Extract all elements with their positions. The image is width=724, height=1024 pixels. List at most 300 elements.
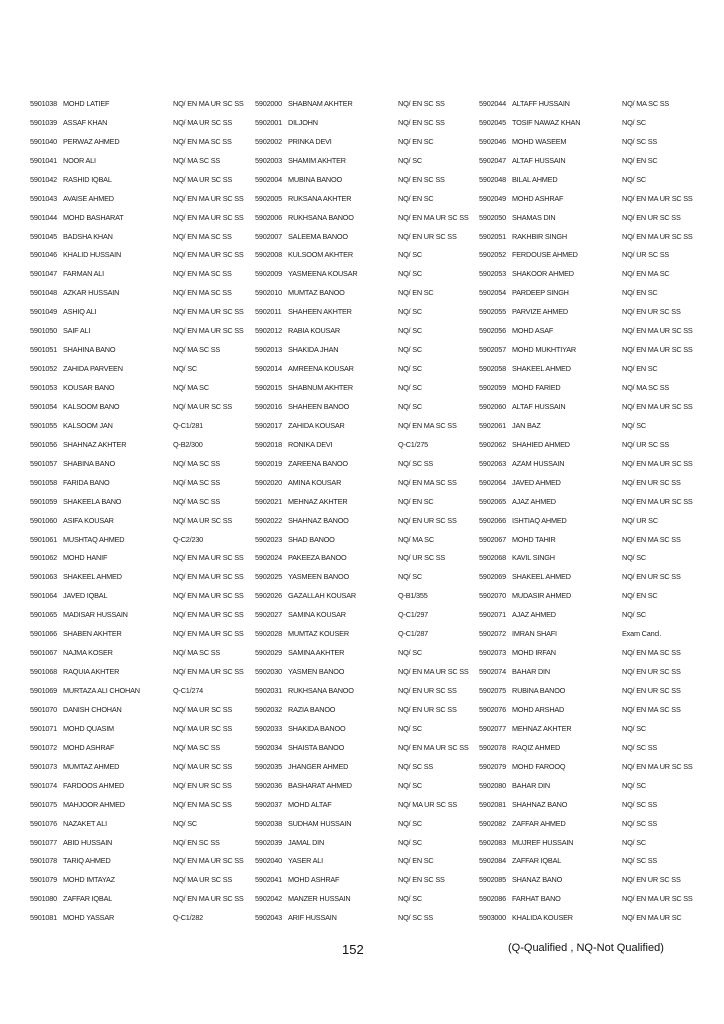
candidate-name: KHALID HUSSAIN (63, 250, 122, 260)
table-row (255, 283, 478, 302)
table-row (255, 624, 478, 643)
table-row (255, 530, 478, 549)
candidate-name: ZAFFAR IQBAL (512, 856, 562, 866)
table-row (255, 302, 478, 321)
candidate-name: KOUSAR BANO (63, 383, 115, 393)
candidate-name: SHAKIDA BANOO (288, 723, 346, 733)
result-status: NQ/ SC (398, 155, 422, 165)
table-row (255, 814, 478, 833)
result-status: NQ/ UR SC (622, 515, 658, 525)
result-status: NQ/ SC SS (398, 761, 434, 771)
table-row (30, 719, 253, 738)
candidate-name: NAZAKET ALI (63, 818, 107, 828)
roll-number: 5902070 (479, 591, 507, 601)
candidate-name: MOHD YASSAR (63, 913, 115, 923)
table-row (479, 567, 702, 586)
candidate-name: ASHIQ ALI (63, 307, 97, 317)
table-row (255, 738, 478, 757)
result-status: NQ/ EN MA SC (622, 269, 670, 279)
result-status: NQ/ SC (622, 780, 646, 790)
candidate-name: ASSAF KHAN (63, 117, 108, 127)
roll-number: 5901072 (30, 742, 58, 752)
candidate-name: BILAL AHMED (512, 174, 558, 184)
table-row (479, 662, 702, 681)
result-status: NQ/ EN MA UR SC SS (173, 98, 244, 108)
candidate-name: DILJOHN (288, 117, 318, 127)
candidate-name: SHAKEEL AHMED (512, 572, 571, 582)
result-status: NQ/ SC SS (622, 799, 658, 809)
table-row (30, 321, 253, 340)
roll-number: 5902040 (255, 856, 283, 866)
roll-number: 5901047 (30, 269, 58, 279)
roll-number: 5902004 (255, 174, 283, 184)
roll-number: 5902027 (255, 610, 283, 620)
candidate-name: RUBINA BANOO (512, 686, 566, 696)
candidate-name: SAMINA AKHTER (288, 648, 345, 658)
table-row (479, 492, 702, 511)
roll-number: 5901044 (30, 212, 58, 222)
result-status: NQ/ MA UR SC SS (173, 174, 233, 184)
roll-number: 5902000 (255, 98, 283, 108)
table-row (30, 643, 253, 662)
table-row (30, 492, 253, 511)
candidate-name: JAMAL DIN (288, 837, 325, 847)
table-row (479, 549, 702, 568)
result-status: NQ/ EN SC (622, 591, 658, 601)
candidate-name: SHAKEELA BANO (63, 496, 122, 506)
table-row (479, 132, 702, 151)
table-row (30, 530, 253, 549)
table-row (30, 757, 253, 776)
roll-number: 5902073 (479, 648, 507, 658)
table-row (255, 567, 478, 586)
roll-number: 5902083 (479, 837, 507, 847)
candidate-name: FARHAT BANO (512, 894, 561, 904)
table-row (255, 833, 478, 852)
candidate-name: FARIDA BANO (63, 477, 110, 487)
result-status: NQ/ EN UR SC SS (398, 231, 457, 241)
result-status: NQ/ EN SC (398, 193, 434, 203)
roll-number: 5902015 (255, 383, 283, 393)
table-row (255, 870, 478, 889)
candidate-name: RAZIA BANOO (288, 704, 336, 714)
result-status: NQ/ UR SC SS (622, 439, 670, 449)
result-status: NQ/ EN MA UR SC SS (622, 401, 693, 411)
candidate-name: TARIQ AHMED (63, 856, 111, 866)
result-column-3 (479, 94, 702, 927)
table-row (479, 719, 702, 738)
roll-number: 5902038 (255, 818, 283, 828)
result-status: NQ/ EN UR SC SS (622, 667, 681, 677)
result-status: NQ/ EN MA UR SC SS (173, 326, 244, 336)
table-row (255, 643, 478, 662)
result-status: NQ/ MA UR SC SS (173, 875, 233, 885)
result-status: NQ/ EN SC SS (173, 837, 220, 847)
table-row (479, 833, 702, 852)
result-status: NQ/ SC (398, 894, 422, 904)
candidate-name: SHABNAM AKHTER (288, 98, 353, 108)
roll-number: 5902003 (255, 155, 283, 165)
roll-number: 5901065 (30, 610, 58, 620)
table-row (30, 889, 253, 908)
roll-number: 5902057 (479, 345, 507, 355)
result-status: NQ/ UR SC SS (398, 553, 446, 563)
candidate-name: MUSHTAQ AHMED (63, 534, 125, 544)
candidate-name: MURTAZA ALI CHOHAN (63, 686, 140, 696)
roll-number: 5902080 (479, 780, 507, 790)
table-row (479, 643, 702, 662)
table-row (255, 908, 478, 927)
roll-number: 5902086 (479, 894, 507, 904)
result-column-1 (30, 94, 253, 927)
roll-number: 5903000 (479, 913, 507, 923)
candidate-name: SAIF ALI (63, 326, 91, 336)
candidate-name: PERWAZ AHMED (63, 136, 120, 146)
candidate-name: MOHD ARSHAD (512, 704, 565, 714)
candidate-name: TOSIF NAWAZ KHAN (512, 117, 581, 127)
roll-number: 5902033 (255, 723, 283, 733)
table-row (479, 454, 702, 473)
candidate-name: RAQUIA AKHTER (63, 667, 120, 677)
candidate-name: PARVIZE AHMED (512, 307, 568, 317)
table-row (479, 889, 702, 908)
roll-number: 5902039 (255, 837, 283, 847)
table-row (30, 151, 253, 170)
candidate-name: IMRAN SHAFI (512, 629, 557, 639)
result-status: NQ/ MA SC SS (173, 496, 221, 506)
roll-number: 5902036 (255, 780, 283, 790)
candidate-name: YASMEN BANOO (288, 667, 345, 677)
table-row (30, 435, 253, 454)
table-row (479, 94, 702, 113)
roll-number: 5901063 (30, 572, 58, 582)
table-row (255, 549, 478, 568)
roll-number: 5902076 (479, 704, 507, 714)
candidate-name: RAQIZ AHMED (512, 742, 561, 752)
table-row (479, 814, 702, 833)
result-status: NQ/ MA UR SC SS (173, 704, 233, 714)
candidate-name: SHABEN AKHTER (63, 629, 122, 639)
roll-number: 5902014 (255, 364, 283, 374)
candidate-name: MEHNAZ AKHTER (512, 723, 572, 733)
table-row (479, 738, 702, 757)
result-status: NQ/ SC (622, 420, 646, 430)
table-row (255, 227, 478, 246)
result-status: NQ/ UR SC SS (622, 250, 670, 260)
table-row (30, 227, 253, 246)
result-status: Q-C1/282 (173, 913, 204, 923)
table-row (30, 814, 253, 833)
roll-number: 5902065 (479, 496, 507, 506)
candidate-name: SHABNUM AKHTER (288, 383, 353, 393)
result-status: NQ/ EN UR SC SS (173, 780, 232, 790)
candidate-name: AJAZ AHMED (512, 610, 556, 620)
result-status: NQ/ EN UR SC SS (398, 686, 457, 696)
table-row (479, 283, 702, 302)
result-status: NQ/ EN SC (398, 288, 434, 298)
roll-number: 5902075 (479, 686, 507, 696)
roll-number: 5902013 (255, 345, 283, 355)
candidate-name: MOHD HANIF (63, 553, 108, 563)
candidate-name: DANISH CHOHAN (63, 704, 122, 714)
candidate-name: NOOR ALI (63, 155, 96, 165)
candidate-name: MOHD IRFAN (512, 648, 556, 658)
candidate-name: BAHAR DIN (512, 780, 550, 790)
table-row (255, 340, 478, 359)
candidate-name: ZAFFAR AHMED (512, 818, 566, 828)
roll-number: 5902008 (255, 250, 283, 260)
result-status: NQ/ EN UR SC SS (622, 212, 681, 222)
roll-number: 5902066 (479, 515, 507, 525)
result-status: NQ/ EN MA SC SS (173, 288, 232, 298)
table-row (30, 567, 253, 586)
table-row (479, 530, 702, 549)
table-row (255, 605, 478, 624)
candidate-name: YASER ALI (288, 856, 323, 866)
result-status: Q-C1/274 (173, 686, 204, 696)
result-status: NQ/ SC (398, 723, 422, 733)
table-row (479, 208, 702, 227)
candidate-name: SHAHEEN AKHTER (288, 307, 352, 317)
candidate-name: SALEEMA BANOO (288, 231, 348, 241)
roll-number: 5901051 (30, 345, 58, 355)
roll-number: 5902025 (255, 572, 283, 582)
roll-number: 5902074 (479, 667, 507, 677)
candidate-name: MOHD ASAF (512, 326, 554, 336)
candidate-name: SUDHAM HUSSAIN (288, 818, 352, 828)
result-status: Q-C1/275 (398, 439, 429, 449)
table-row (479, 473, 702, 492)
result-status: NQ/ EN MA UR SC SS (173, 856, 244, 866)
result-status: NQ/ EN MA UR SC SS (622, 231, 693, 241)
candidate-name: JAVED IQBAL (63, 591, 108, 601)
result-status: NQ/ MA UR SC SS (398, 799, 458, 809)
table-row (30, 302, 253, 321)
table-row (479, 908, 702, 927)
table-row (30, 549, 253, 568)
roll-number: 5902044 (479, 98, 507, 108)
result-status: NQ/ SC SS (622, 818, 658, 828)
candidate-name: AMINA KOUSAR (288, 477, 342, 487)
result-status: NQ/ EN MA UR SC SS (173, 212, 244, 222)
legend-note: (Q-Qualified , NQ-Not Qualified) (508, 942, 664, 954)
candidate-name: RUKSANA AKHTER (288, 193, 352, 203)
result-status: NQ/ EN MA UR SC SS (622, 761, 693, 771)
result-status: NQ/ EN MA SC SS (398, 420, 457, 430)
table-row (255, 359, 478, 378)
candidate-name: JAN BAZ (512, 420, 541, 430)
roll-number: 5901067 (30, 648, 58, 658)
candidate-name: MEHNAZ AKHTER (288, 496, 348, 506)
table-row (30, 852, 253, 871)
result-status: NQ/ SC (622, 117, 646, 127)
result-status: NQ/ EN SC (398, 496, 434, 506)
result-status: NQ/ SC (622, 174, 646, 184)
result-status: NQ/ SC (398, 572, 422, 582)
roll-number: 5902051 (479, 231, 507, 241)
result-status: NQ/ SC (398, 818, 422, 828)
result-status: NQ/ MA UR SC SS (173, 761, 233, 771)
result-column-2 (255, 94, 478, 927)
roll-number: 5902043 (255, 913, 283, 923)
roll-number: 5902041 (255, 875, 283, 885)
candidate-name: SHAD BANOO (288, 534, 335, 544)
candidate-name: ARIF HUSSAIN (288, 913, 337, 923)
result-status: NQ/ EN SC SS (398, 98, 445, 108)
candidate-name: RABIA KOUSAR (288, 326, 340, 336)
candidate-name: AZAM HUSSAIN (512, 458, 565, 468)
roll-number: 5901073 (30, 761, 58, 771)
table-row (479, 700, 702, 719)
roll-number: 5902028 (255, 629, 283, 639)
roll-number: 5902052 (479, 250, 507, 260)
table-row (255, 889, 478, 908)
table-row (30, 246, 253, 265)
result-status: NQ/ MA SC (398, 534, 434, 544)
candidate-name: AVAISE AHMED (63, 193, 114, 203)
result-status: NQ/ EN SC (398, 856, 434, 866)
roll-number: 5902042 (255, 894, 283, 904)
roll-number: 5902001 (255, 117, 283, 127)
roll-number: 5902012 (255, 326, 283, 336)
result-status: NQ/ EN UR SC SS (622, 572, 681, 582)
roll-number: 5901045 (30, 231, 58, 241)
table-row (255, 795, 478, 814)
candidate-name: ISHTIAQ AHMED (512, 515, 567, 525)
roll-number: 5901042 (30, 174, 58, 184)
table-row (30, 624, 253, 643)
roll-number: 5902006 (255, 212, 283, 222)
candidate-name: YASMEEN BANOO (288, 572, 349, 582)
table-row (255, 264, 478, 283)
table-row (255, 378, 478, 397)
table-row (30, 264, 253, 283)
candidate-name: MOHD MUKHTIYAR (512, 345, 576, 355)
roll-number: 5902026 (255, 591, 283, 601)
result-status: NQ/ EN MA UR SC SS (398, 742, 469, 752)
table-row (255, 681, 478, 700)
result-status: Q-C1/297 (398, 610, 429, 620)
result-status: NQ/ SC (398, 837, 422, 847)
candidate-name: KULSOOM AKHTER (288, 250, 353, 260)
roll-number: 5902002 (255, 136, 283, 146)
result-status: NQ/ SC (398, 648, 422, 658)
roll-number: 5901050 (30, 326, 58, 336)
result-status: NQ/ EN MA SC SS (622, 648, 681, 658)
table-row (479, 586, 702, 605)
roll-number: 5901057 (30, 458, 58, 468)
result-status: NQ/ SC (398, 250, 422, 260)
table-row (30, 170, 253, 189)
result-status: NQ/ SC SS (622, 136, 658, 146)
candidate-name: MOHD TAHIR (512, 534, 556, 544)
table-row (479, 170, 702, 189)
roll-number: 5901043 (30, 193, 58, 203)
candidate-name: KALSOOM JAN (63, 420, 113, 430)
result-status: NQ/ SC (398, 269, 422, 279)
result-status: NQ/ MA SC SS (173, 345, 221, 355)
candidate-name: SHAKEEL AHMED (63, 572, 122, 582)
result-status: NQ/ EN SC SS (398, 875, 445, 885)
candidate-name: ZAFFAR IQBAL (63, 894, 113, 904)
result-status: NQ/ EN MA SC SS (398, 477, 457, 487)
table-row (30, 132, 253, 151)
table-row (479, 605, 702, 624)
result-status: NQ/ SC (398, 345, 422, 355)
roll-number: 5901055 (30, 420, 58, 430)
table-row (255, 776, 478, 795)
table-row (479, 757, 702, 776)
table-row (479, 416, 702, 435)
roll-number: 5902046 (479, 136, 507, 146)
table-row (479, 624, 702, 643)
roll-number: 5902047 (479, 155, 507, 165)
roll-number: 5901058 (30, 477, 58, 487)
candidate-name: MANZER HUSSAIN (288, 894, 351, 904)
table-row (479, 113, 702, 132)
result-status: NQ/ MA SC SS (173, 477, 221, 487)
candidate-name: SHAHNAZ BANO (512, 799, 568, 809)
roll-number: 5902011 (255, 307, 282, 317)
candidate-name: ASIFA KOUSAR (63, 515, 114, 525)
result-status: NQ/ EN UR SC SS (398, 515, 457, 525)
candidate-name: SHAHINA BANO (63, 345, 116, 355)
result-status: NQ/ EN MA UR SC SS (173, 894, 244, 904)
roll-number: 5901074 (30, 780, 58, 790)
table-row (30, 776, 253, 795)
table-row (255, 852, 478, 871)
roll-number: 5901077 (30, 837, 58, 847)
table-row (30, 208, 253, 227)
candidate-name: JAVED AHMED (512, 477, 561, 487)
candidate-name: ZAHIDA PARVEEN (63, 364, 123, 374)
candidate-name: MOHD LATIEF (63, 98, 110, 108)
result-status: NQ/ EN UR SC SS (622, 686, 681, 696)
roll-number: 5901070 (30, 704, 58, 714)
candidate-name: ALTAF HUSSAIN (512, 155, 566, 165)
roll-number: 5901053 (30, 383, 58, 393)
result-status: Q-C1/287 (398, 629, 429, 639)
table-row (30, 454, 253, 473)
table-row (479, 435, 702, 454)
candidate-name: KAVIL SINGH (512, 553, 555, 563)
table-row (255, 473, 478, 492)
roll-number: 5902018 (255, 439, 283, 449)
result-status: Q-C2/230 (173, 534, 204, 544)
result-status: NQ/ SC SS (398, 458, 434, 468)
roll-number: 5902068 (479, 553, 507, 563)
candidate-name: SHAKOOR AHMED (512, 269, 574, 279)
candidate-name: ABID HUSSAIN (63, 837, 113, 847)
result-status: NQ/ SC (622, 837, 646, 847)
candidate-name: MUMTAZ AHMED (63, 761, 120, 771)
candidate-name: RUKHSANA BANOO (288, 686, 354, 696)
result-status: NQ/ EN UR SC SS (398, 704, 457, 714)
candidate-name: SHAKIDA JHAN (288, 345, 339, 355)
candidate-name: MOHD FARIED (512, 383, 561, 393)
result-status: NQ/ EN MA UR SC SS (173, 553, 244, 563)
candidate-name: MADISAR HUSSAIN (63, 610, 128, 620)
result-status: NQ/ EN MA UR SC SS (173, 307, 244, 317)
candidate-name: MUDASIR AHMED (512, 591, 572, 601)
result-status: NQ/ MA SC SS (173, 155, 221, 165)
candidate-name: KALSOOM BANO (63, 401, 120, 411)
table-row (30, 908, 253, 927)
table-row (479, 227, 702, 246)
result-status: NQ/ EN UR SC SS (622, 875, 681, 885)
roll-number: 5902032 (255, 704, 283, 714)
roll-number: 5902079 (479, 761, 507, 771)
